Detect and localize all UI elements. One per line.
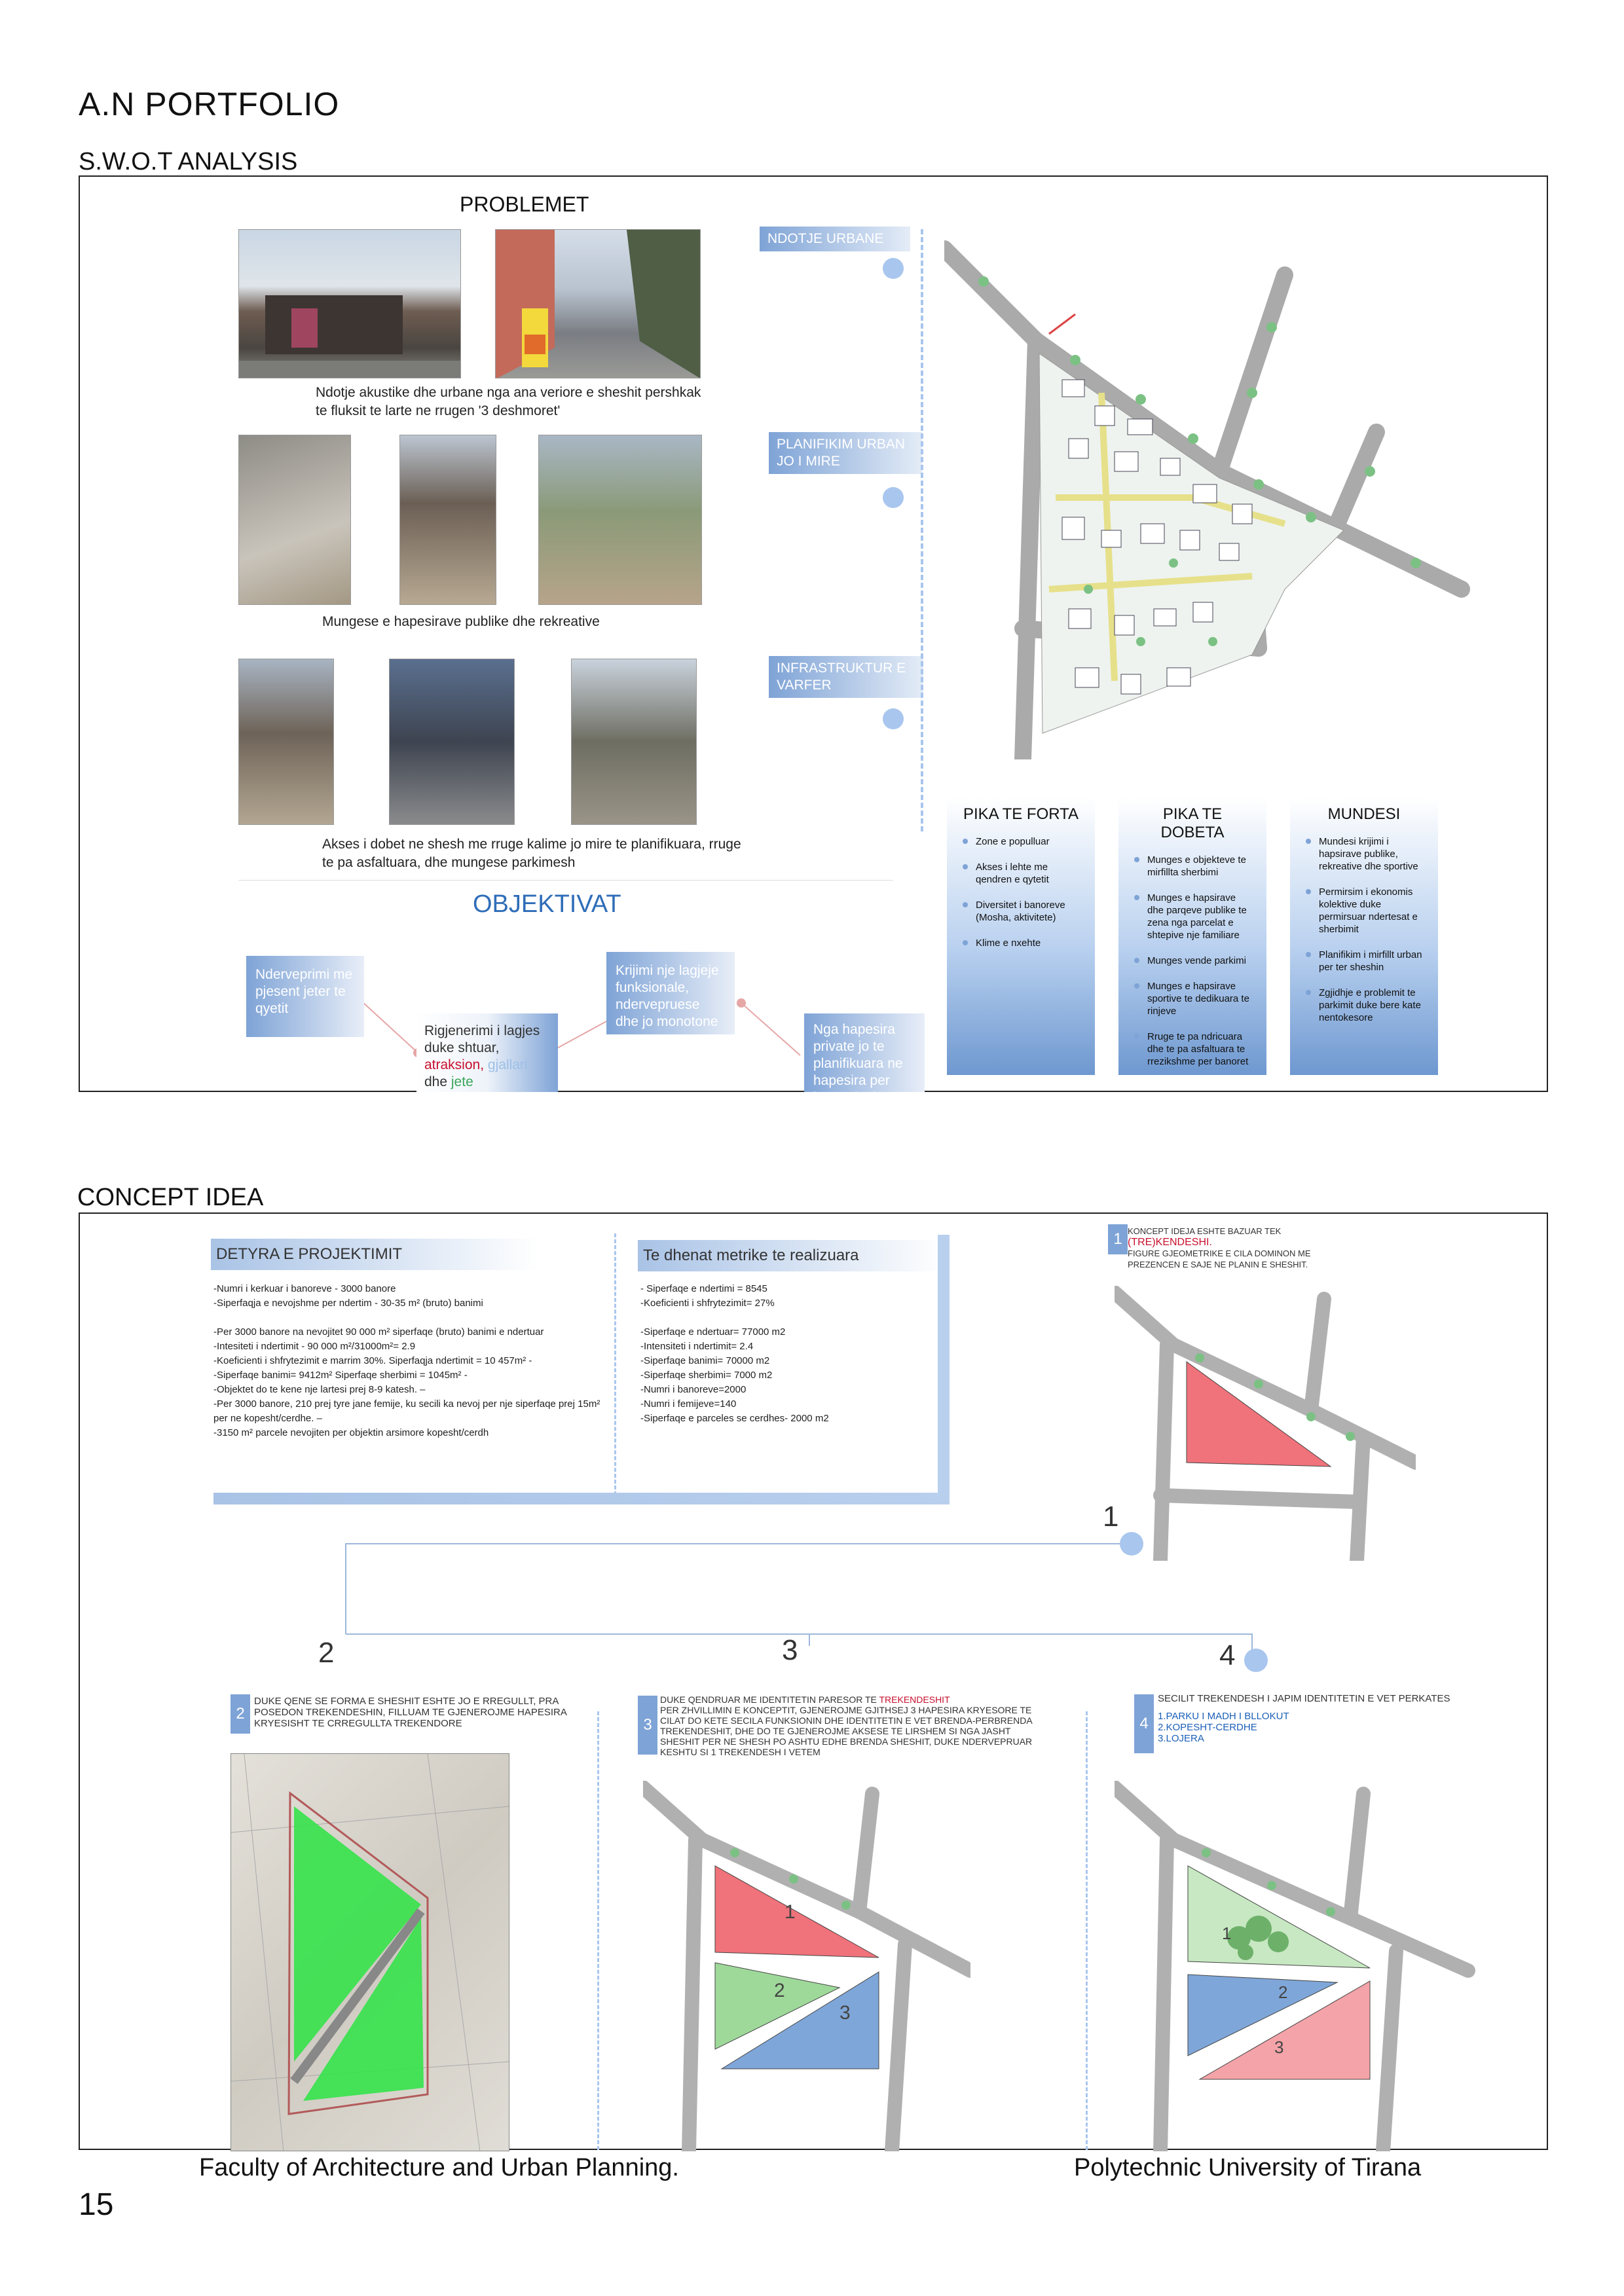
triangle-label-1: 1 bbox=[784, 1901, 796, 1923]
step-4-badge: 4 bbox=[1134, 1694, 1154, 1753]
regen-attraction: atraksion, bbox=[424, 1057, 485, 1072]
page-number: 15 bbox=[79, 2187, 114, 2222]
step-4-item: 2.KOPESHT-CERDHE bbox=[1158, 1722, 1257, 1733]
tag-poor-planning: PLANIFIKIM URBAN JO I MIRE bbox=[769, 432, 922, 474]
tag-urban-pollution: NDOTJE URBANE bbox=[760, 227, 910, 251]
step-1-text: KONCEPT IDEJA ESHTE BAZUAR TEK (TRE)KENDESHI. FIGURE GJEOMETRIKE E CILA DOMINON ME PREZENCEN E SAJE NE PLANIN E SHESHIT. bbox=[1128, 1226, 1311, 1269]
tree-number-3: 3 bbox=[782, 1634, 798, 1666]
task-title: DETYRA E PROJEKTIMIT bbox=[211, 1239, 538, 1270]
tree-number-1: 1 bbox=[1103, 1501, 1119, 1533]
weakness-item: Munges vende parkimi bbox=[1133, 955, 1252, 967]
opportunity-item: Mundesi krijimi i hapsirave publike, rekreative dhe sportive bbox=[1304, 835, 1424, 873]
section-title-concept: CONCEPT IDEA bbox=[77, 1184, 264, 1211]
objectives-connectors bbox=[80, 177, 931, 1093]
objectives-title: OBJEKTIVAT bbox=[473, 890, 621, 918]
weaknesses-title: PIKA TE DOBETA bbox=[1160, 805, 1225, 841]
strength-item: Klime e nxehte bbox=[961, 937, 1080, 949]
step-2-badge: 2 bbox=[231, 1694, 250, 1734]
objective-box-2: Krijimi nje lagjeje funksionale, ndervepruese dhe jo monotone bbox=[606, 952, 735, 1034]
regen-line-2: duke shtuar, bbox=[424, 1040, 500, 1055]
strengths-title: PIKA TE FORTA bbox=[963, 805, 1079, 823]
strengths-column bbox=[947, 797, 1095, 1075]
regen-line-1: Rigjenerimi i lagjes bbox=[424, 1023, 540, 1038]
weakness-item: Munges e hapsirave dhe parqeve publike te zena nga parcelat e shtepive nje familiare bbox=[1133, 892, 1252, 941]
swot-panel bbox=[79, 175, 1548, 1105]
triangle-label-2: 2 bbox=[774, 1980, 785, 2001]
concept-map-3 bbox=[643, 1781, 970, 2151]
step-2-text: DUKE QENE SE FORMA E SHESHIT ESHTE JO E RREGULLT, PRA POSEDON TREKENDESHIN, FILLUAM TE GJENEROJME HAPESIRA KRYESISHT TE CRREGULLTA TREKENDORE bbox=[254, 1696, 567, 1729]
tree-connector bbox=[80, 1214, 1549, 1738]
tree-number-4: 4 bbox=[1219, 1639, 1236, 1671]
section-title-swot: S.W.O.T ANALYSIS bbox=[79, 148, 864, 177]
step-3-badge: 3 bbox=[638, 1696, 657, 1755]
caption-problem-2: Mungese e hapesirave publike dhe rekreative bbox=[322, 614, 600, 629]
step-4-item: 1.PARKU I MADH I BLLOKUT bbox=[1158, 1711, 1289, 1722]
metrics-title: Te dhenat metrike te realizuara bbox=[638, 1240, 946, 1271]
concept-panel bbox=[79, 1212, 1548, 2150]
strength-item: Akses i lehte me qendren e qytetit bbox=[961, 861, 1080, 886]
sketch-photo bbox=[231, 1753, 509, 2151]
regen-life: jete bbox=[451, 1074, 473, 1089]
opportunity-item: Planifikim i mirfillt urban per ter sheshin bbox=[1304, 949, 1424, 974]
footer-faculty: Faculty of Architecture and Urban Planning. bbox=[199, 2154, 679, 2181]
weaknesses-column bbox=[1118, 797, 1266, 1075]
step-4-text: SECILIT TREKENDESH I JAPIM IDENTITETIN E VET PERKATES 1.PARKU I MADH I BLLOKUT 2.KOPESHT-CERDHE 3.LOJERA bbox=[1158, 1693, 1472, 1744]
opportunity-item: Permirsim i ekonomis kolektive duke permirsuar ndertesat e sherbimit bbox=[1304, 886, 1424, 936]
opportunity-item: Zgjidhje e problemit te parkimit duke bere kate nentokesore bbox=[1304, 987, 1424, 1024]
zone-label-3: 3 bbox=[1274, 2037, 1284, 2057]
opportunities-title: MUNDESI bbox=[1327, 805, 1401, 823]
weakness-item: Munges e hapsirave sportive te dedikuara te rinjeve bbox=[1133, 980, 1252, 1017]
step-1-badge: 1 bbox=[1108, 1224, 1128, 1254]
tag-poor-infrastructure: INFRASTRUKTUR E VARFER bbox=[769, 656, 923, 698]
dashed-divider bbox=[597, 1711, 599, 2150]
objective-box-3: Nga hapesira private jo te planifikuara ne hapesira per komunitetin bbox=[804, 1013, 925, 1092]
step-4-item: 3.LOJERA bbox=[1158, 1733, 1204, 1744]
zone-label-1: 1 bbox=[1222, 1923, 1232, 1943]
objective-box-1: Nderveprimi me pjesent jeter te qyetit bbox=[246, 956, 364, 1037]
step-3-text: DUKE QENDRUAR ME IDENTITETIN PARESOR TE TREKENDESHIT PER ZHVILLIMIN E KONCEPTIT, GJENEROJME GJITHSEJ 3 HAPESIRA KRYESORE TE CILAT DO KETE SECILA FUNKSIONIN DHE IDENTITETIN E VET BRENDA-PERBRENDA TREKENDESHIT, DHE DO TE GJENEROJME AKSESE TE LIRSHEM SI NGA JASHT SHESHIT PER NE SHESH PO ASHTU EDHE BRENDA SHESHIT, DUKE NDERVEPRUAR KESHTU SI 1 TREKENDESH I VETEM bbox=[660, 1694, 1033, 1757]
caption-problem-3: Akses i dobet ne shesh me rruge kalime jo mire te planifikuara, rruge te pa asfaltuara, dhe mungese parkimesh bbox=[322, 837, 741, 870]
triangle-label-3: 3 bbox=[840, 2002, 851, 2024]
strength-item: Diversitet i banoreve (Mosha, aktivitete) bbox=[961, 899, 1080, 924]
caption-problem-1: Ndotje akustike dhe urbane nga ana veriore e sheshit pershkak te fluksit te larte ne rrugen '3 deshmoret' bbox=[316, 385, 701, 418]
concept-map-4 bbox=[1115, 1781, 1481, 2151]
objective-box-regeneration bbox=[416, 1013, 558, 1092]
footer-university: Polytechnic University of Tirana bbox=[1074, 2154, 1422, 2181]
task-details: -Numri i kerkuar i banoreve - 3000 banore -Siperfaqja e nevojshme per ndertim - 30-35 m² (bruto) banimi -Per 3000 banore na nevojitet 90 000 m² siperfaqe (bruto) banimi e ndertuar -Intesiteti i ndertimit - 90 000 m²/31000m²= 2.9 -Koeficienti i shfrytezimit e marrim 30%. Siperfaqja ndertimit = 10 457m² - -Siperfaqe banimi= 9412m² Siperfaqe sherbimi = 1045m² - -Objektet do te kene nje lartesi prej 8-9 katesh. – -Per 3000 banore, 210 prej tyre jane femije, ku secili ka nevoj per nje siperfaqe prej 15m² per ne kopesht/cerdhe. – -3150 m² parcele nevojiten per objektin arsimore kopesht/cerdh bbox=[213, 1283, 600, 1438]
problems-title: PROBLEMET bbox=[460, 192, 589, 216]
regen-and: dhe bbox=[424, 1074, 448, 1089]
tree-number-2: 2 bbox=[318, 1637, 335, 1669]
zone-label-2: 2 bbox=[1278, 1982, 1288, 2002]
weakness-item: Munges e objekteve te mirfillta sherbimi bbox=[1133, 854, 1252, 879]
regen-liveliness: gjallari bbox=[487, 1057, 528, 1072]
metrics-details: - Siperfaqe e ndertimi = 8545 -Koeficienti i shfrytezimit= 27% -Siperfaqe e ndertuar= 77000 m2 -Intensiteti i ndertimit= 2.4 -Siperfaqe banimi= 70000 m2 -Siperfaqe sherbimi= 7000 m2 -Numri i banoreve=2000 -Numri i femijeve=140 -Siperfaqe e parceles se cerdhes- 2000 m2 bbox=[640, 1283, 829, 1424]
dashed-divider bbox=[1086, 1711, 1088, 2150]
site-plan-map bbox=[944, 223, 1507, 759]
opportunities-column bbox=[1290, 797, 1438, 1075]
weakness-item: Rruge te pa ndricuara dhe te pa asfaltuara te rrezikshme per banoret bbox=[1133, 1030, 1252, 1068]
strength-item: Zone e populluar bbox=[961, 835, 1080, 848]
page-title: A.N PORTFOLIO bbox=[79, 86, 340, 122]
